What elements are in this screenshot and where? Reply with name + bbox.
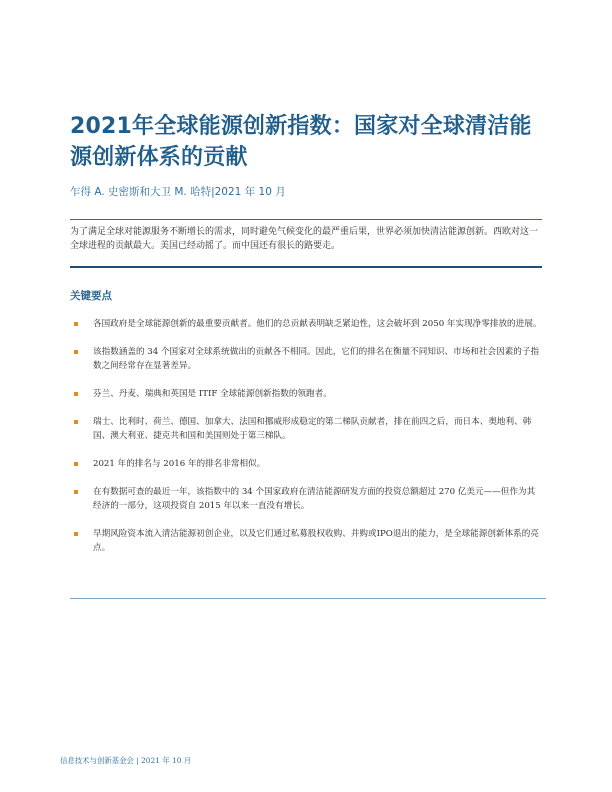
bullet-square-icon xyxy=(74,462,78,466)
key-point xyxy=(72,317,544,331)
key-point-text: 该指数涵盖的 34 个国家对全球系统做出的贡献各不相同。因此，它们的排名在衡量不同知识、市场和社会因素的子指数之间经常存在显著差异。 xyxy=(93,347,540,371)
key-point-text: 2021 年的排名与 2016 年的排名非常相似。 xyxy=(93,459,266,469)
key-point-text: 早期风险资本流入清洁能源初创企业，以及它们通过私募股权收购、并购或IPO退出的能力，是全球能源创新体系的亮点。 xyxy=(93,529,539,553)
key-points-heading: 关键要点 xyxy=(70,290,112,302)
key-point xyxy=(72,345,544,373)
key-point xyxy=(72,457,544,471)
author-date-line: 乍得 A. 史密斯和大卫 M. 哈特|2021 年 10 月 xyxy=(70,186,286,198)
page-footer: 信息技术与创新基金会 | 2021 年 10 月 xyxy=(60,756,192,765)
bullet-square-icon xyxy=(74,420,78,424)
bullet-square-icon xyxy=(74,532,78,536)
key-point-text: 在有数据可查的最近一年，该指数中的 34 个国家政府在清洁能源研发方面的投资总额超过 270 亿美元——但作为其经济的一部分，这项投资自 2015 年以来一直没有增长。 xyxy=(93,487,536,511)
key-point xyxy=(72,485,544,513)
document-title: 2021年全球能源创新指数：国家对全球清洁能源创新体系的贡献 xyxy=(70,114,532,170)
key-point-text: 瑞士、比利时、荷兰、德国、加拿大、法国和挪威形成稳定的第二梯队贡献者，排在前四之后，而日本、奥地利、韩国、澳大利亚、捷克共和国和美国则处于第三梯队。 xyxy=(93,417,532,441)
bullet-square-icon xyxy=(74,490,78,494)
key-point xyxy=(72,527,544,555)
key-point-text: 各国政府是全球能源创新的最重要贡献者。他们的总贡献表明缺乏紧迫性，这会破坏到 2050 年实现净零排放的进展。 xyxy=(93,319,542,329)
bullet-square-icon xyxy=(74,350,78,354)
abstract-text: 为了满足全球对能源服务不断增长的需求，同时避免气候变化的最严重后果，世界必须加快清洁能源创新。西欧对这一全球进程的贡献最大。美国已经动摇了。而中国还有很长的路要走。 xyxy=(70,227,539,251)
bullet-square-icon xyxy=(74,392,78,396)
abstract-divider xyxy=(70,266,542,268)
key-point xyxy=(72,387,544,401)
key-points-list xyxy=(72,317,544,569)
bullet-square-icon xyxy=(74,322,78,326)
top-divider xyxy=(70,219,542,220)
bottom-divider xyxy=(70,598,546,599)
key-point xyxy=(72,415,544,443)
key-point-text: 芬兰、丹麦、瑞典和英国是 ITIF 全球能源创新指数的领跑者。 xyxy=(93,389,332,399)
